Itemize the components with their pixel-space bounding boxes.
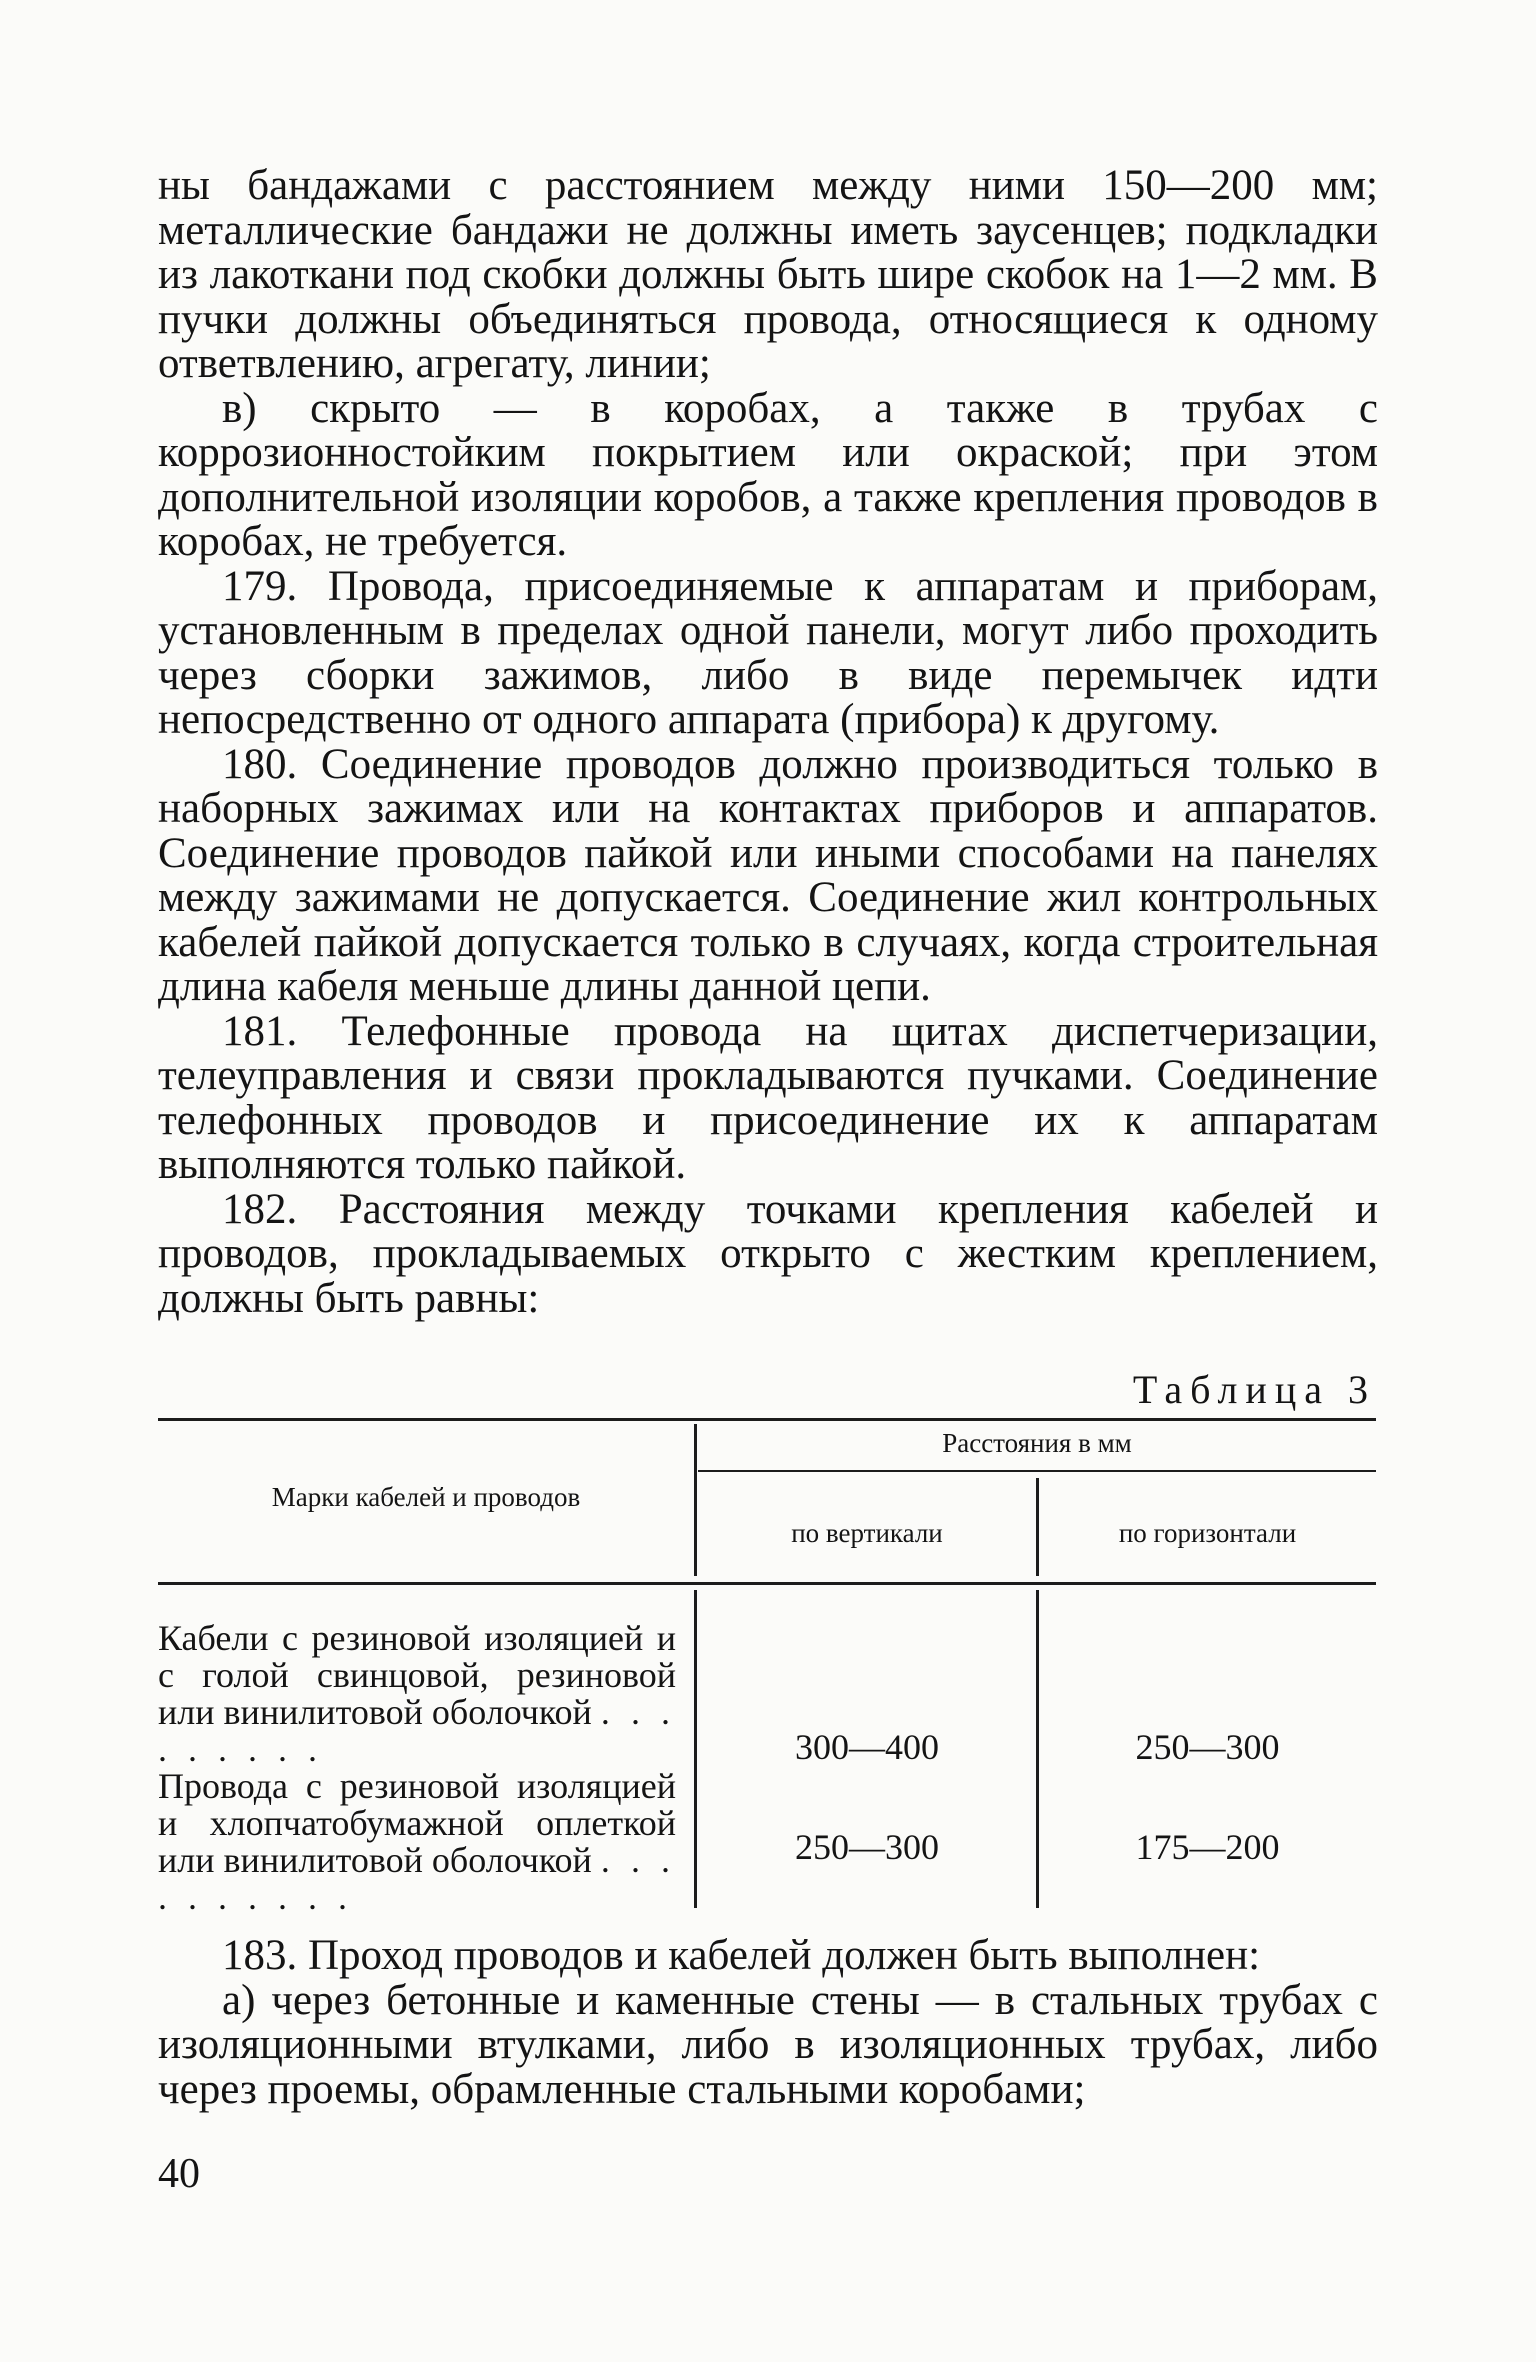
table-group-rule xyxy=(698,1470,1376,1472)
paragraph-181: 181. Телефонные провода на щитах диспетчеризации, телеуправления и связи прокладываются пучками. Соединение телефонных проводов и присоединение их к аппаратам выполняются только пайкой. xyxy=(158,1007,1378,1188)
table-cell-horizontal: 175—200 xyxy=(1135,1827,1280,1867)
header-distances: Расстояния в мм xyxy=(942,1428,1132,1458)
row-label-text: Провода с резиновой изоляцией и хлопчатобумажной оплеткой или винилитовой оболочкой xyxy=(158,1766,676,1880)
paragraph-183: 183. Проход проводов и кабелей должен быть выполнен: xyxy=(222,1932,1261,1979)
paragraph-item-a: а) через бетонные и каменные стены — в стальных трубах с изоляционными втулками, либо в изоляционных трубах, либо через проемы, обрамленные стальными коробами; xyxy=(158,1976,1378,2113)
page-number: 40 xyxy=(158,2151,200,2197)
distance-table xyxy=(158,1418,1376,1917)
body-text-bottom xyxy=(158,1934,1378,2112)
table-caption: Таблица 3 xyxy=(1132,1367,1376,1412)
paragraph-180: 180. Соединение проводов должно производиться только в наборных зажимах или на контактах приборов и аппаратов. Соединение проводов пайкой или иными способами на панелях между зажимами не допускается. Соединение жил контрольных кабелей пайкой допускается только в случаях, когда строительная длина кабеля меньше длины данной цепи. xyxy=(158,740,1378,1010)
table-row-label xyxy=(158,1620,676,1768)
header-horizontal: по горизонтали xyxy=(1118,1518,1297,1548)
paragraph-179: 179. Провода, присоединяемые к аппаратам и приборам, установленным в пределах одной панели, могут либо проходить через сборки зажимов, либо в виде перемычек идти непосредственно от одного аппарата (прибора) к другому. xyxy=(158,562,1378,743)
table-col1-divider-body xyxy=(694,1590,697,1908)
table-row-label xyxy=(158,1768,676,1916)
table-cell-vertical: 300—400 xyxy=(795,1727,939,1767)
table-cell-horizontal: 250—300 xyxy=(1135,1727,1280,1767)
paragraph-item-v: в) скрыто — в коробах, а также в трубах с коррозионностойким покрытием или окраской; при этом дополнительной изоляции коробов, а также крепления проводов в коробах, не требуется. xyxy=(158,384,1378,565)
header-vertical: по вертикали xyxy=(791,1518,943,1548)
table-header-bottom-rule xyxy=(158,1582,1376,1585)
paragraph-continuation: ны бандажами с расстоянием между ними 150—200 мм; металлические бандажи не должны иметь заусенцев; подкладки из лакоткани под скобки должны быть шире скобок на 1—2 мм. В пучки должны объединяться провода, относящиеся к одному ответвлению, агрегату, линии; xyxy=(158,162,1378,387)
row-label-leader: . . . . . . . . . xyxy=(158,1692,677,1769)
paragraph-182: 182. Расстояния между точками крепления кабелей и проводов, прокладываемых открыто с жестким креплением, должны быть равны: xyxy=(158,1185,1378,1322)
row-label-text: Кабели с резиновой изоляцией и с голой свинцовой, резиновой или винилитовой оболочкой xyxy=(158,1618,676,1732)
table-cell-vertical: 250—300 xyxy=(795,1827,939,1867)
row-label-leader: . . . . . . . . . . xyxy=(158,1840,677,1917)
table-top-rule xyxy=(158,1418,1376,1421)
header-cable-brands: Марки кабелей и проводов xyxy=(271,1482,581,1512)
table-col1-divider xyxy=(694,1424,697,1576)
body-text-top xyxy=(158,164,1378,1321)
